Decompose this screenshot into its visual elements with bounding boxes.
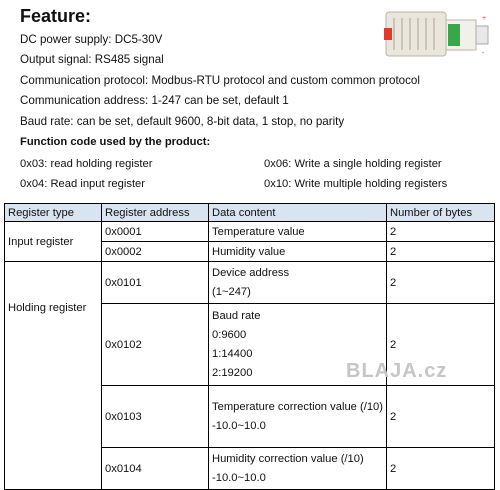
- data-content-line: (1~247): [212, 285, 251, 298]
- byte-count: 2: [387, 386, 495, 448]
- data-content: [209, 262, 387, 304]
- data-content-line: 1:14400: [212, 347, 253, 360]
- byte-count: 2: [387, 242, 495, 262]
- function-code-item: 0x10: Write multiple holding registers: [264, 178, 448, 190]
- byte-count: 2: [387, 222, 495, 242]
- spec-item: Communication address: 1-247 can be set, default 1: [20, 94, 289, 108]
- table-row: [5, 222, 495, 242]
- register-address: 0x0001: [102, 222, 209, 242]
- data-content-line: Device address: [212, 266, 290, 279]
- register-address: 0x0103: [102, 386, 209, 448]
- byte-count: 2: [387, 262, 495, 304]
- register-table: [4, 203, 495, 490]
- spec-list: [20, 30, 420, 132]
- watermark: BLAJA.cz: [346, 360, 448, 382]
- data-content: [209, 386, 387, 448]
- data-content-line: -10.0~10.0: [212, 471, 266, 484]
- byte-count: 2: [387, 448, 495, 490]
- register-address: 0x0002: [102, 242, 209, 262]
- column-header: Register address: [102, 204, 209, 222]
- svg-text:+: +: [482, 15, 487, 22]
- column-header: Register type: [5, 204, 102, 222]
- spec-item: Baud rate: can be set, default 9600, 8-bit data, 1 stop, no parity: [20, 114, 345, 128]
- table-row: [5, 262, 495, 304]
- svg-text:-: -: [482, 50, 485, 57]
- function-code-item: 0x06: Write a single holding register: [264, 158, 442, 170]
- data-content-line: Humidity correction value (/10): [212, 452, 364, 465]
- data-content: Temperature value: [209, 222, 387, 242]
- spec-item: Communication protocol: Modbus-RTU protocol and custom common protocol: [20, 73, 420, 87]
- register-type-input: Input register: [5, 222, 102, 262]
- sensor-module-icon: [384, 8, 492, 60]
- data-content-line: Temperature correction value (/10): [212, 400, 383, 413]
- spec-item: Output signal: RS485 signal: [20, 53, 164, 67]
- data-content-line: -10.0~10.0: [212, 419, 266, 432]
- register-address: 0x0101: [102, 262, 209, 304]
- data-content: Humidity value: [209, 242, 387, 262]
- table-header-row: [5, 204, 495, 222]
- data-content: [209, 448, 387, 490]
- data-content-line: 0:9600: [212, 328, 247, 341]
- column-header: Number of bytes: [387, 204, 495, 222]
- data-content-line: 2:19200: [212, 366, 253, 379]
- function-code-item: 0x03: read holding register: [20, 158, 153, 170]
- column-header: Data content: [209, 204, 387, 222]
- register-type-holding: Holding register: [5, 262, 102, 490]
- data-content-line: Baud rate: [212, 309, 261, 322]
- byte-count: 2: [387, 304, 495, 386]
- register-address: 0x0104: [102, 448, 209, 490]
- spec-item: DC power supply: DC5-30V: [20, 33, 163, 46]
- register-address: 0x0102: [102, 304, 209, 386]
- function-code-item: 0x04: Read input register: [20, 178, 146, 190]
- function-code-title: Function code used by the product:: [20, 136, 211, 148]
- page-title: Feature:: [20, 6, 92, 26]
